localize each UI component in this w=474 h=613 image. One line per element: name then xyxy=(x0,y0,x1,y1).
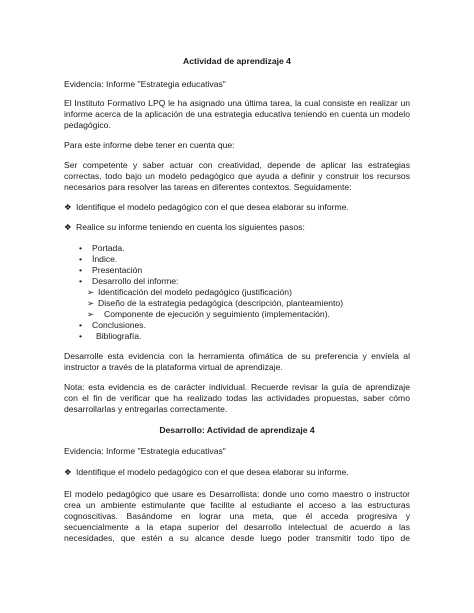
arrow-bullet-icon: ➢ xyxy=(87,298,95,308)
competent-line-3: necesarios para resolver las tareas en diferentes contextos. Seguidamente: xyxy=(64,182,352,192)
section-title: Desarrollo: Actividad de aprendizaje 4 xyxy=(159,425,315,435)
list-item: Índice. xyxy=(92,254,118,264)
intro-line-3: pedagógico. xyxy=(64,120,111,130)
note-line-3: desarrollarlas y entregarlas correctamente. xyxy=(64,404,228,414)
note-line-2: con el fin de verificar que ha realizado todas las actividades propuestas, saber cómo xyxy=(64,393,410,403)
answer-line-4: secuencialmente a la etapa superior del desarrollo intelectual de acuerdo a las xyxy=(64,522,410,532)
dot-bullet-icon: • xyxy=(79,265,83,275)
document-title: Actividad de aprendizaje 4 xyxy=(183,56,291,66)
develop-line-2: instructor a través de la plataforma virtual de aprendizaje. xyxy=(64,362,283,372)
sub-list-item: Componente de ejecución y seguimiento (implementación). xyxy=(104,309,330,319)
step-1: Identifique el modelo pedagógico con el que desea elaborar su informe. xyxy=(76,202,349,212)
consider-line: Para este informe debe tener en cuenta que: xyxy=(64,140,235,150)
arrow-bullet-icon: ➢ xyxy=(87,287,95,297)
arrow-bullet-icon: ➢ xyxy=(87,309,95,319)
competent-line-1: Ser competente y saber actuar con creatividad, depende de aplicar las estrategias xyxy=(64,160,410,170)
dot-bullet-icon: • xyxy=(79,320,83,330)
competent-line-2: correctas, todo bajo un modelo pedagógico que ayuda a definir y construir los recursos xyxy=(64,171,410,181)
list-item: Bibliografía. xyxy=(96,331,142,341)
sub-list-item: Identificación del modelo pedagógico (justificación) xyxy=(98,287,292,297)
list-item: Conclusiones. xyxy=(92,320,146,330)
dot-bullet-icon: • xyxy=(79,254,83,264)
list-item: Portada. xyxy=(92,243,125,253)
intro-line-1: El Instituto Formativo LPQ le ha asignado una última tarea, la cual consiste en realizar un xyxy=(64,98,410,108)
diamond-bullet-icon: ❖ xyxy=(64,222,72,232)
develop-line-1: Desarrolle esta evidencia con la herramienta ofimática de su preferencia y envíela al xyxy=(64,351,410,361)
evidence-line: Evidencia: Informe "Estrategia educativas" xyxy=(64,446,226,456)
dot-bullet-icon: • xyxy=(79,276,83,286)
evidence-line: Evidencia: Informe "Estrategia educativas" xyxy=(64,79,226,89)
answer-line-2: crea un ambiente estimulante que facilite al estudiante el acceso a las estructuras xyxy=(64,500,410,510)
diamond-bullet-icon: ❖ xyxy=(64,467,72,477)
sub-list-item: Diseño de la estrategia pedagógica (descripción, planteamiento) xyxy=(98,298,344,308)
answer-line-1: El modelo pedagógico que usare es Desarrollista: donde uno como maestro o instructor xyxy=(64,489,410,499)
dot-bullet-icon: • xyxy=(79,331,83,341)
step-2: Realice su informe teniendo en cuenta los siguientes pasos: xyxy=(76,222,305,232)
note-line-1: Nota: esta evidencia es de carácter individual. Recuerde revisar la guía de aprendizaje xyxy=(64,382,410,392)
dot-bullet-icon: • xyxy=(79,243,83,253)
answer-line-3: cognoscitivas. Basándome en lograr una meta, que él acceda progresiva y xyxy=(64,511,410,521)
intro-line-2: informe acerca de la aplicación de una estrategia educativa teniendo en cuenta un modelo xyxy=(64,109,410,119)
diamond-bullet-icon: ❖ xyxy=(64,202,72,212)
step-1-repeat: Identifique el modelo pedagógico con el que desea elaborar su informe. xyxy=(76,467,349,477)
answer-line-5: necesidades, que estén a su alcance desde luego poder transmitir todo tipo de xyxy=(64,533,410,543)
list-item: Desarrollo del informe: xyxy=(92,276,179,286)
list-item: Presentación xyxy=(92,265,143,275)
